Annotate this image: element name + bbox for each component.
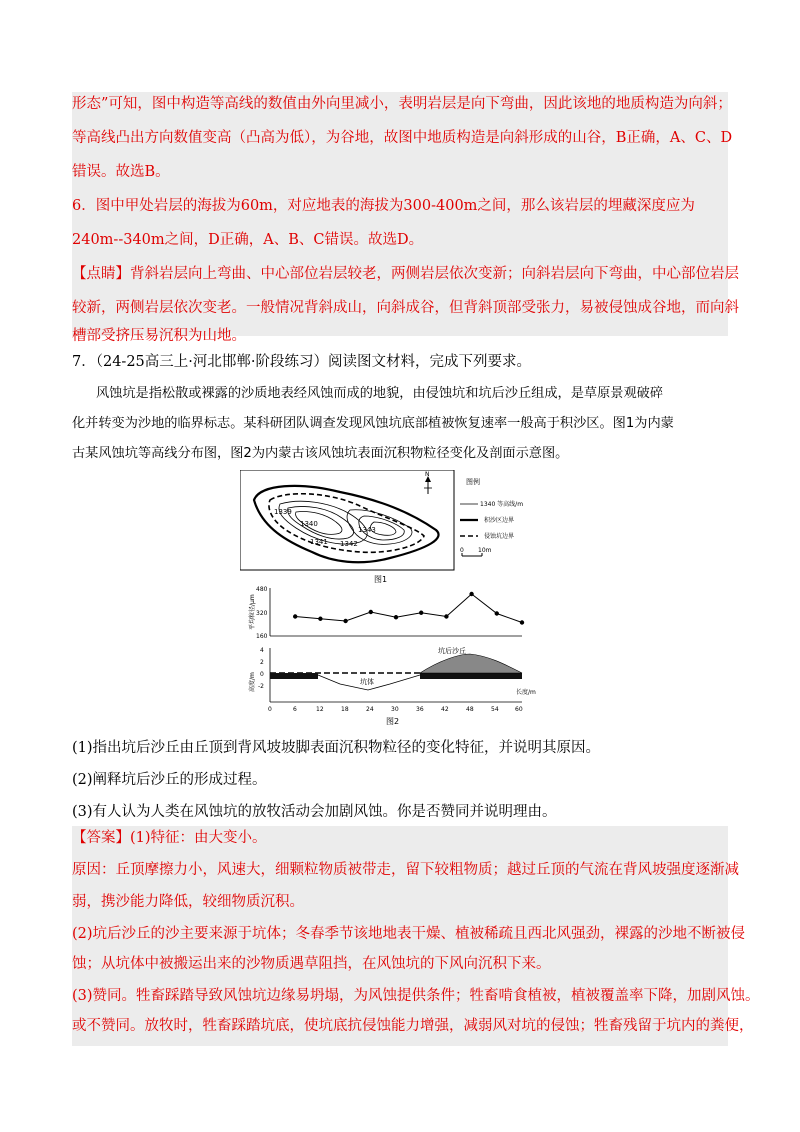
data-point xyxy=(419,611,423,615)
x-tick: 24 xyxy=(366,706,374,713)
contour-line xyxy=(288,506,354,539)
y2-tick: 0 xyxy=(260,671,264,678)
fig1-caption: 图1 xyxy=(374,575,388,584)
x-tick: 42 xyxy=(441,706,449,713)
tip-label: 【点睛】 xyxy=(72,266,130,282)
north-label: N xyxy=(425,471,430,478)
y1-tick: 320 xyxy=(256,610,268,617)
figure xyxy=(240,470,540,730)
explanation-line: 6．图中甲处岩层的海拔为60m，对应地表的海拔为300-400m之间，那么该岩层的埋藏深度应为 xyxy=(72,198,695,214)
answer-line: (2)坑后沙丘的沙主要来源于坑体；冬春季节该地地表干燥、植被稀疏且西北风强劲，裸露的沙地不断被侵 xyxy=(72,926,746,942)
explanation-line: 错误。故选B。 xyxy=(72,164,170,180)
legend-item: 侵蚀坑边界 xyxy=(484,533,515,540)
contour-label: 1341 xyxy=(310,538,328,546)
x-tick: 60 xyxy=(515,706,523,713)
data-point xyxy=(343,619,347,623)
figure-svg xyxy=(240,470,540,730)
north-arrow-icon xyxy=(424,471,432,494)
x-tick: 36 xyxy=(416,706,424,713)
legend-title: 图例 xyxy=(466,478,480,486)
data-point xyxy=(394,615,398,619)
contour-label: 1343 xyxy=(358,526,376,534)
fig2-caption: 图2 xyxy=(386,717,400,726)
tip-line xyxy=(72,264,739,284)
explanation-line: 240m--340m之间，D正确，A、B、C错误。故选D。 xyxy=(72,232,424,248)
answer-line xyxy=(72,828,732,848)
dune-shape xyxy=(420,654,522,673)
answer-line: 蚀；从坑体中被搬运出来的沙物质遇草阻挡，在风蚀坑的下风向沉积下来。 xyxy=(72,956,551,972)
series-line xyxy=(295,594,522,623)
x-axis-label: 长度/m xyxy=(516,689,536,696)
x-tick: 48 xyxy=(466,706,474,713)
y1-axis-label: 平均粒径/μm xyxy=(249,594,256,630)
data-point xyxy=(318,617,322,621)
explanation-line: 形态”可知，图中构造等高线的数值由外向里减小，表明岩层是向下弯曲，因此该地的地质构造为向斜； xyxy=(72,96,732,112)
sub-question: (2)阐释坑后沙丘的形成过程。 xyxy=(72,772,267,788)
data-point xyxy=(469,592,473,596)
sub-question: (3)有人认为人类在风蚀坑的放牧活动会加剧风蚀。你是否赞同并说明理由。 xyxy=(72,804,557,820)
sand-layer xyxy=(270,673,318,679)
answer-line: 弱，携沙能力降低，较细物质沉积。 xyxy=(72,894,304,910)
y2-axis-label: 高度/m xyxy=(249,672,256,692)
answer-label: 【答案】 xyxy=(72,830,130,846)
x-tick: 12 xyxy=(316,706,324,713)
grain-size-chart xyxy=(248,586,524,640)
accumulation-boundary xyxy=(254,486,439,562)
data-point xyxy=(444,614,448,618)
sub-question: (1)指出坑后沙丘由丘顶到背风坡坡脚表面沉积物粒径的变化特征，并说明其原因。 xyxy=(72,740,601,756)
legend-item: 1340 等高线/m xyxy=(480,501,524,508)
explanation-line: 等高线凸出方向数值变高（凸高为低），为谷地，故图中地质构造是向斜形成的山谷，B正确，A、C、D xyxy=(72,130,733,146)
tip-text: 背斜岩层向上弯曲、中心部位岩层较老，两侧岩层依次变新；向斜岩层向下弯曲，中心部位岩层 xyxy=(130,266,739,282)
y1-tick: 160 xyxy=(256,633,268,640)
answer-line: (3)赞同。牲畜踩踏导致风蚀坑边缘易坍塌，为风蚀提供条件；牲畜啃食植被，植被覆盖率下降，加剧风蚀。 xyxy=(72,988,760,1004)
y2-tick: -2 xyxy=(258,683,264,690)
contour-label: 1339 xyxy=(274,508,292,516)
material-line: 化并转变为沙地的临界标志。某科研团队调查发现风蚀坑底部植被恢复速率一般高于积沙区。图1为内蒙 xyxy=(72,416,674,431)
tip-line: 槽部受挤压易沉积为山地。 xyxy=(72,328,246,344)
data-point xyxy=(293,614,297,618)
material-line: 古某风蚀坑等高线分布图，图2为内蒙古该风蚀坑表面沉积物粒径变化及剖面示意图。 xyxy=(72,446,569,461)
scale-label: 0 xyxy=(460,547,464,554)
answer-line: 原因：丘顶摩擦力小，风速大，细颗粒物质被带走，留下较粗物质；越过丘顶的气流在背风坡强度逐渐减 xyxy=(72,862,739,878)
x-tick: 18 xyxy=(341,706,349,713)
material-line: 风蚀坑是指松散或裸露的沙质地表经风蚀而成的地貌，由侵蚀坑和坑后沙丘组成，是草原景观破碎 xyxy=(96,386,664,401)
y2-tick: 2 xyxy=(260,659,264,666)
y2-tick: 4 xyxy=(260,647,264,654)
x-tick: 30 xyxy=(391,706,399,713)
dune-label: 坑后沙丘 xyxy=(438,647,466,655)
y1-tick: 480 xyxy=(256,586,268,593)
legend-item: 积沙区边界 xyxy=(484,517,515,524)
pit-label: 坑体 xyxy=(360,678,374,686)
data-point xyxy=(369,610,373,614)
contour-label: 1340 xyxy=(300,520,318,528)
answer-line: 或不赞同。放牧时，牲畜踩踏坑底，使坑底抗侵蚀能力增强，减弱风对坑的侵蚀；牲畜残留于坑内的粪便， xyxy=(72,1018,754,1034)
sand-layer xyxy=(420,673,522,679)
question-header: 7．（24-25高三上·河北邯郸·阶段练习）阅读图文材料，完成下列要求。 xyxy=(72,354,531,370)
x-tick: 6 xyxy=(293,706,297,713)
profile-chart xyxy=(248,646,536,726)
scale-label: 10m xyxy=(478,547,492,554)
contour-label: 1342 xyxy=(340,540,358,548)
x-tick: 54 xyxy=(491,706,499,713)
data-point xyxy=(495,611,499,615)
tip-line: 较新，两侧岩层依次变老。一般情况背斜成山，向斜成谷，但背斜顶部受张力，易被侵蚀成谷地，而向斜 xyxy=(72,300,739,316)
x-tick: 0 xyxy=(268,706,272,713)
data-point xyxy=(520,620,524,624)
answer-first: (1)特征：由大变小。 xyxy=(130,830,267,846)
